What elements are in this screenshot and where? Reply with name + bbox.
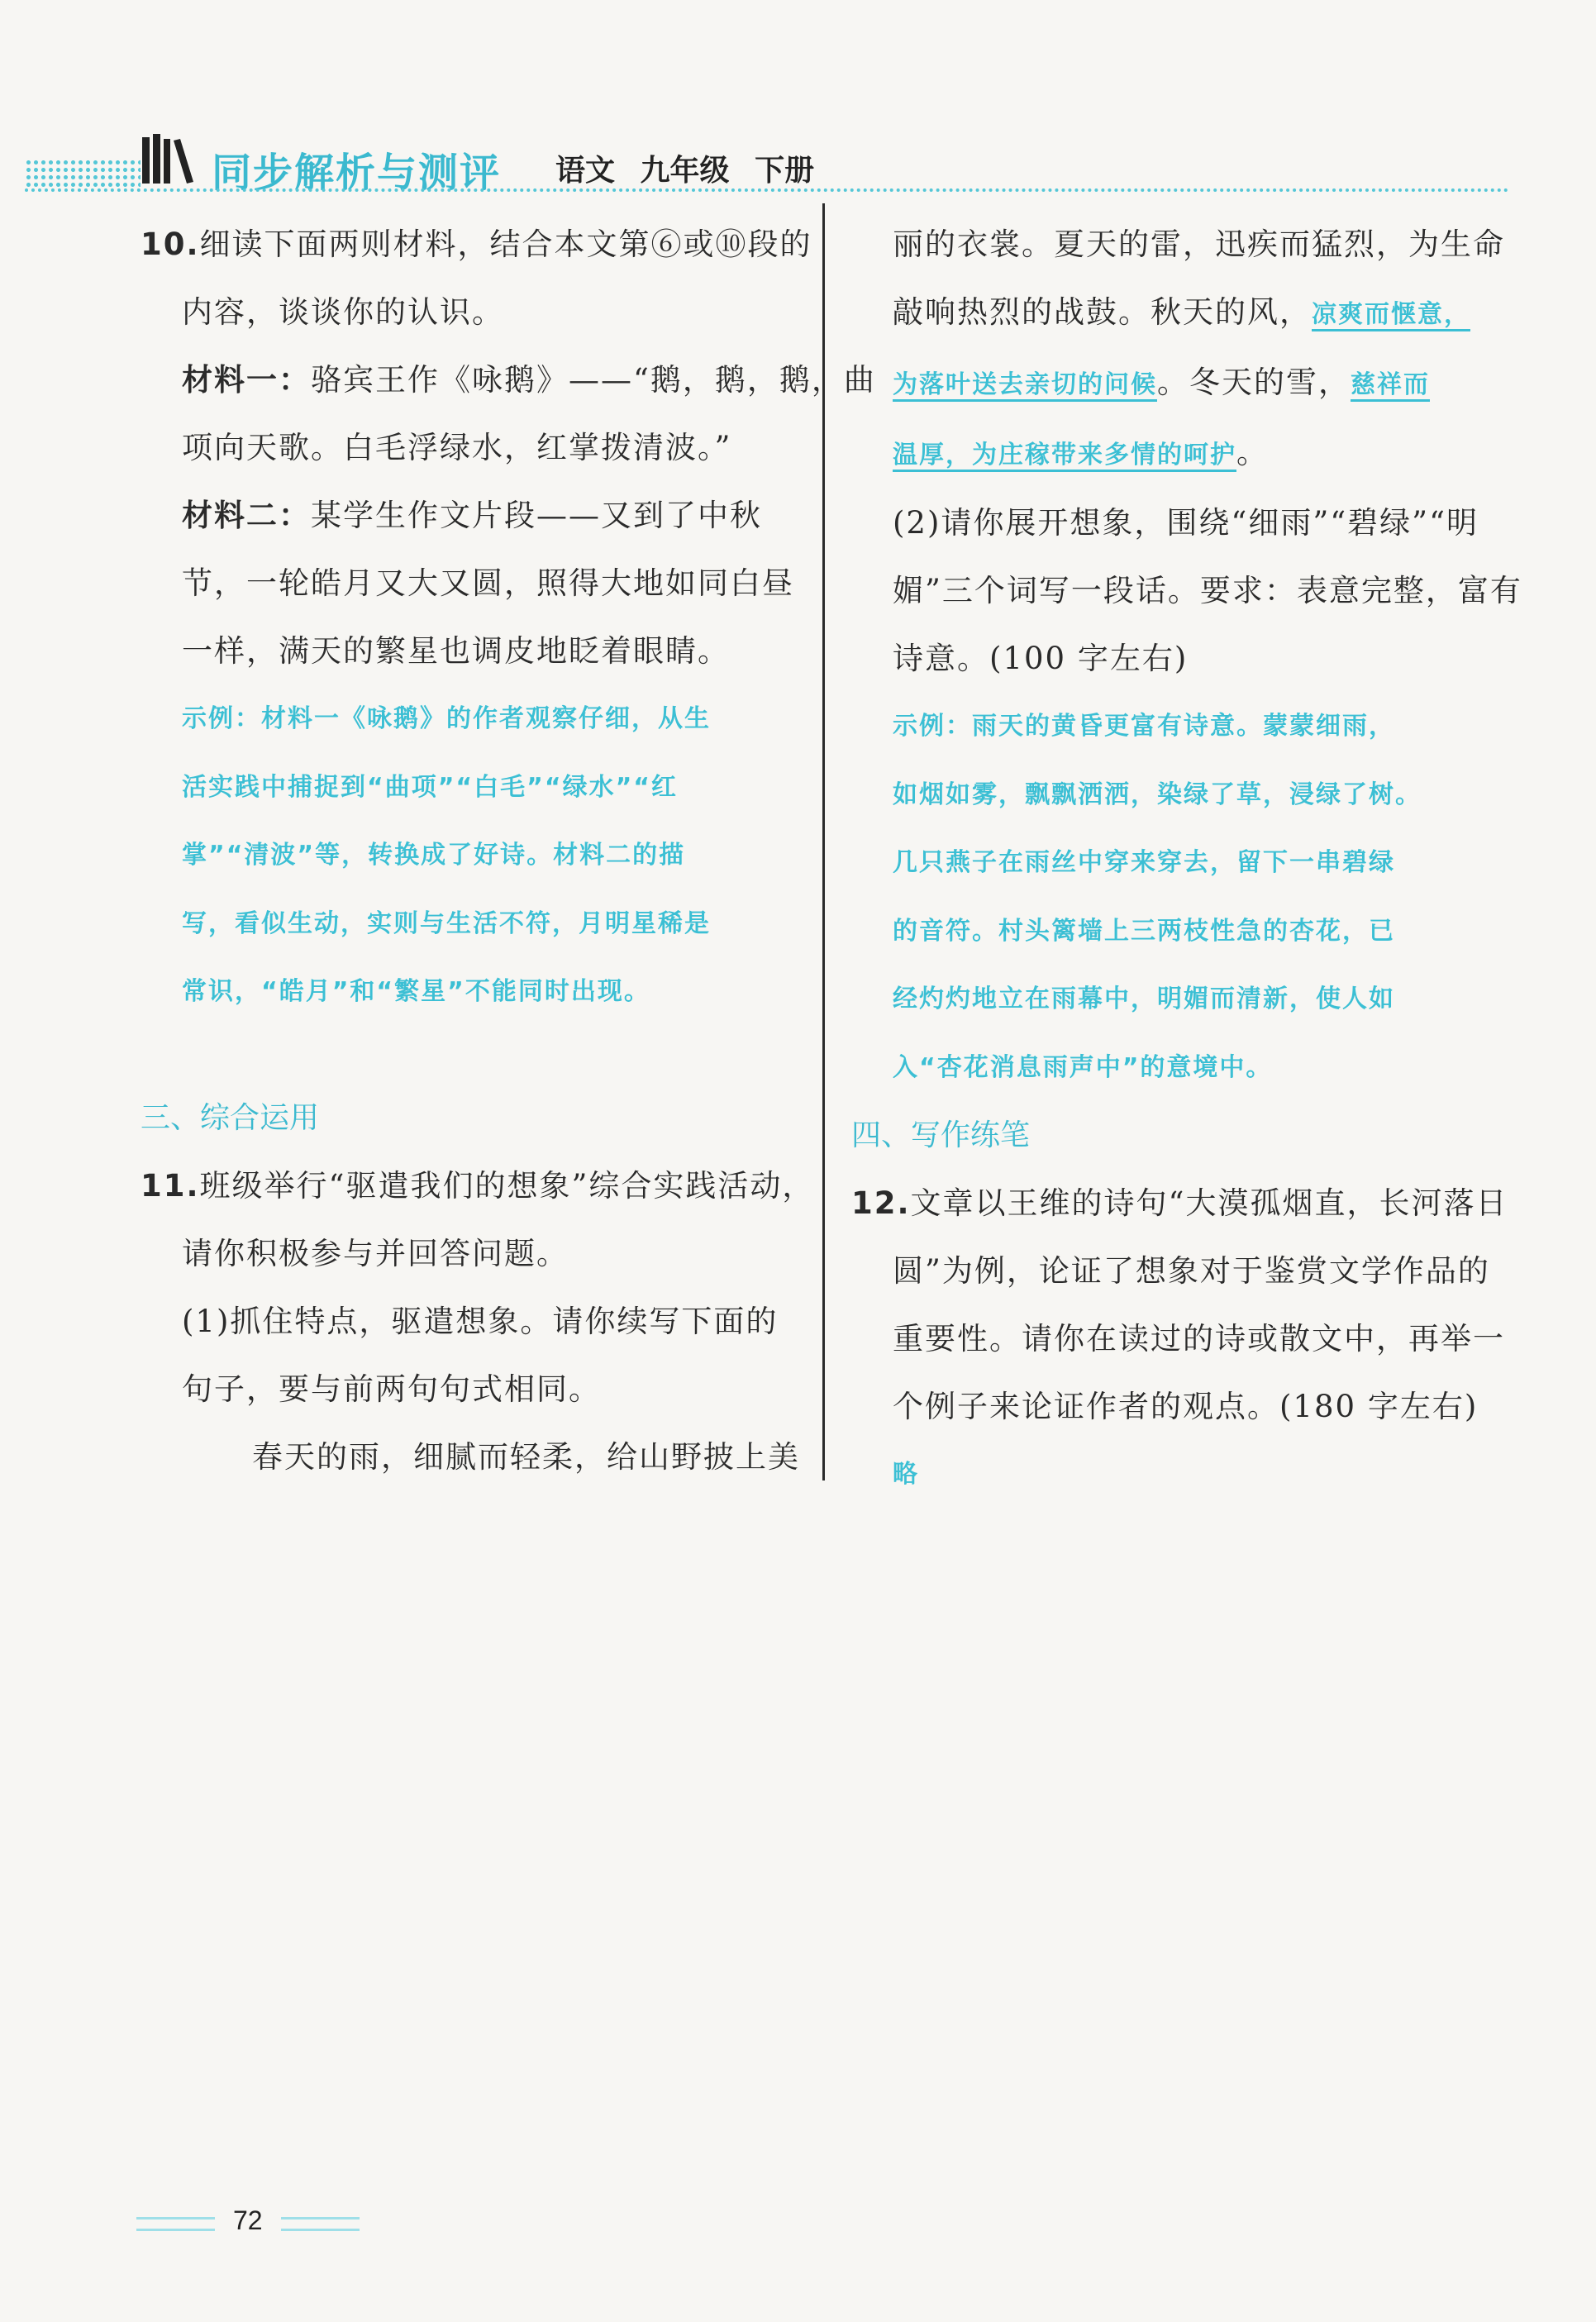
answer-line: 几只燕子在雨丝中穿来穿去，留下一串碧绿 xyxy=(893,848,1395,877)
answer-line: 活实践中捕捉到“曲项”“白毛”“绿水”“红 xyxy=(182,772,679,802)
answer-line: 示例：材料一《咏鹅》的作者观察仔细，从生 xyxy=(182,704,711,733)
fill-text: 。 xyxy=(1236,435,1269,470)
answer-line: 的音符。村头篱墙上三两枝性急的杏花，已 xyxy=(893,916,1395,946)
fill-answer: 为落叶送去亲切的问候 xyxy=(893,370,1157,399)
fill-answer: 温厚，为庄稼带来多情的呵护 xyxy=(893,441,1236,470)
material-1 xyxy=(141,346,876,414)
fill-text: 。冬天的雪， xyxy=(1157,365,1351,400)
question-number: 11. xyxy=(141,1167,200,1204)
header-divider xyxy=(25,188,1509,192)
question-text: 班级举行“驱遣我们的想象”综合实践活动， xyxy=(199,1167,815,1204)
answer-line: 如烟如雾，飘飘洒洒，染绿了草，浸绿了树。 xyxy=(893,780,1422,809)
material-label: 材料二： xyxy=(182,498,311,533)
question-text: 圆”为例，论证了想象对于鉴赏文学作品的 xyxy=(893,1253,1490,1289)
answer-line: 常识，“皓月”和“繁星”不能同时出现。 xyxy=(182,977,650,1006)
fill-sentence: 丽的衣裳。夏天的雷，迅疾而猛烈，为生命 xyxy=(893,226,1505,262)
book-subject-grade: 语文 九年级 下册 xyxy=(555,154,815,188)
question-text: 重要性。请你在读过的诗或散文中，再举一 xyxy=(893,1321,1505,1356)
question-part: 句子，要与前两句句式相同。 xyxy=(182,1371,601,1407)
question-12 xyxy=(851,1170,1513,1237)
fill-text: 敲响热烈的战鼓。秋天的风， xyxy=(893,294,1312,330)
answer-line: 写，看似生动，实则与生活不符，月明星稀是 xyxy=(182,908,711,938)
question-number: 12. xyxy=(851,1185,911,1221)
question-text: 个例子来论证作者的观点。(180 字左右) xyxy=(893,1389,1479,1424)
question-part: (1)抓住特点，驱遣想象。请你续写下面的 xyxy=(182,1303,779,1339)
material-2 xyxy=(141,482,802,550)
footer-rule-right xyxy=(281,2217,360,2219)
answer-line: 示例：雨天的黄昏更富有诗意。蒙蒙细雨， xyxy=(893,712,1395,741)
section-title-3: 三、综合运用 xyxy=(141,1100,320,1135)
book-series-title: 同步解析与测评 xyxy=(212,150,502,196)
question-text: 文章以王维的诗句“大漠孤烟直，长河落日 xyxy=(910,1185,1508,1221)
question-number: 10. xyxy=(141,226,200,262)
header-dots-decoration xyxy=(25,159,141,188)
left-column xyxy=(141,211,876,1491)
question-11 xyxy=(141,1152,815,1220)
question-part: 诗意。(100 字左右) xyxy=(893,641,1189,676)
question-text: 请你积极参与并回答问题。 xyxy=(182,1235,569,1271)
fill-sentence xyxy=(851,419,1513,489)
fill-answer: 凉爽而惬意， xyxy=(1312,300,1470,329)
question-text: 细读下面两则材料，结合本文第⑥或⑩段的 xyxy=(199,226,812,262)
material-text: 节，一轮皓月又大又圆，照得大地如同白昼 xyxy=(182,565,794,601)
material-text: 一样，满天的繁星也调皮地眨着眼睛。 xyxy=(182,633,730,669)
answer-line: 略 xyxy=(893,1460,919,1489)
footer-rule-left xyxy=(136,2217,215,2219)
question-10 xyxy=(141,211,812,279)
fill-sentence xyxy=(851,349,1513,419)
answer-line: 掌”“清波”等，转换成了好诗。材料二的描 xyxy=(182,841,686,870)
section-title-4: 四、写作练笔 xyxy=(851,1118,1031,1152)
question-text: 内容，谈谈你的认识。 xyxy=(182,294,504,330)
right-column xyxy=(851,211,1522,1509)
material-text: 项向天歌。白毛浮绿水，红掌拨清波。” xyxy=(182,430,732,465)
answer-line: 入“杏花消息雨声中”的意境中。 xyxy=(893,1052,1273,1082)
footer-rule-right xyxy=(281,2229,360,2231)
question-part: 媚”三个词写一段话。要求：表意完整，富有 xyxy=(893,573,1522,608)
answer-line: 经灼灼地立在雨幕中，明媚而清新，使人如 xyxy=(893,985,1395,1013)
fill-answer: 慈祥而 xyxy=(1351,370,1430,399)
footer-rule-left xyxy=(136,2229,215,2231)
books-logo-icon xyxy=(139,132,202,187)
fill-sentence: 春天的雨，细腻而轻柔，给山野披上美 xyxy=(252,1438,800,1475)
page-number: 72 xyxy=(233,2205,263,2235)
material-label: 材料一： xyxy=(182,362,311,398)
material-text: 某学生作文片段——又到了中秋 xyxy=(311,498,762,533)
material-text: 骆宾王作《咏鹅》——“鹅，鹅，鹅，曲 xyxy=(311,362,876,398)
fill-sentence xyxy=(851,279,1513,349)
question-part: (2)请你展开想象，围绕“细雨”“碧绿”“明 xyxy=(893,505,1479,541)
